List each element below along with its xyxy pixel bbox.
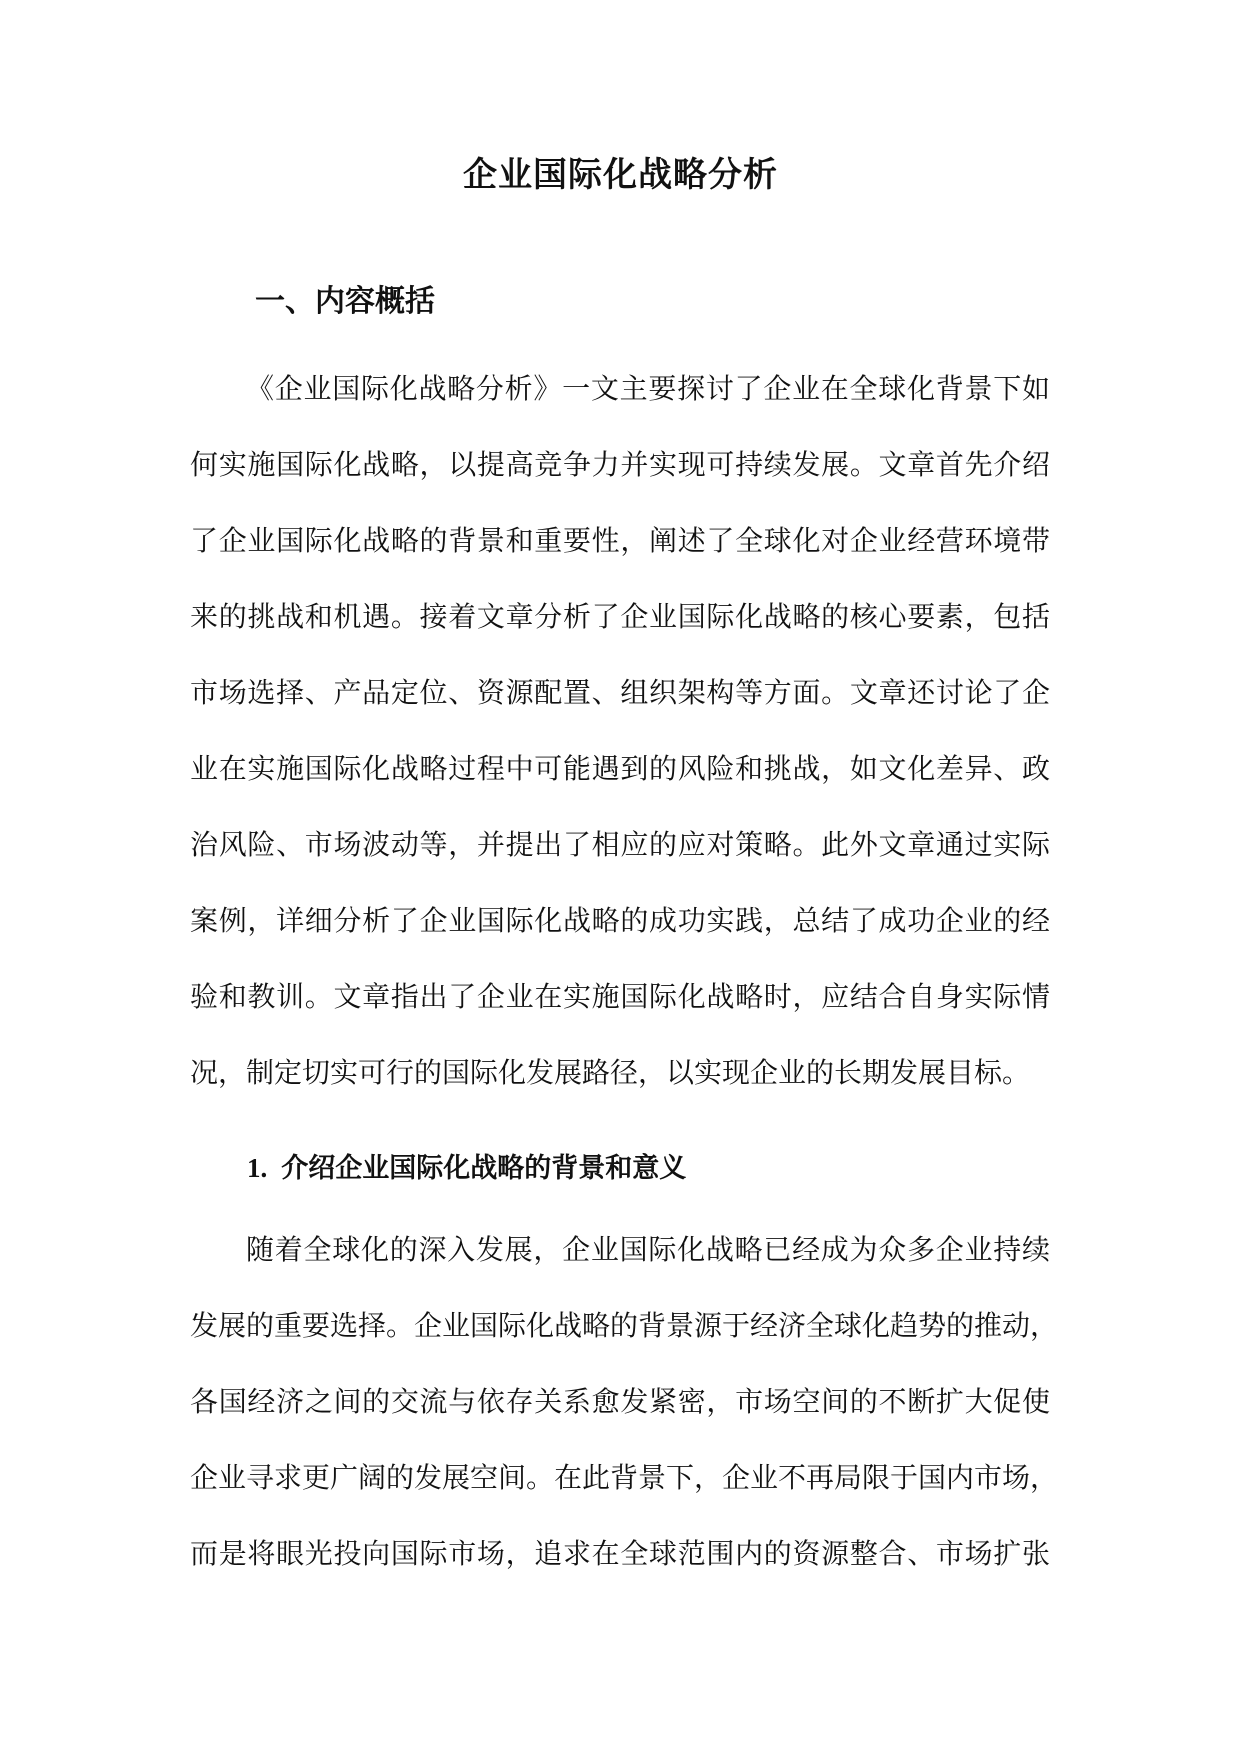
- paragraph-line: 何实施国际化战略，以提高竞争力并实现可持续发展。文章首先介绍: [190, 448, 1050, 481]
- background-paragraph: [190, 1212, 1059, 1592]
- paragraph-line: 《企业国际化战略分析》一文主要探讨了企业在全球化背景下如: [246, 372, 1050, 405]
- paragraph-line: 案例，详细分析了企业国际化战略的成功实践，总结了成功企业的经: [190, 904, 1050, 937]
- document-title: 企业国际化战略分析: [463, 155, 778, 195]
- paragraph-line: 随着全球化的深入发展，企业国际化战略已经成为众多企业持续: [246, 1233, 1050, 1266]
- summary-paragraph: [190, 351, 1050, 1111]
- section-heading-summary: 一、内容概括: [255, 284, 435, 319]
- paragraph-line: 况，制定切实可行的国际化发展路径，以实现企业的长期发展目标。: [190, 1056, 1031, 1089]
- subsection-number: 1.: [247, 1153, 268, 1183]
- paragraph-line: 各国经济之间的交流与依存关系愈发紧密，市场空间的不断扩大促使: [190, 1385, 1050, 1418]
- paragraph-line: 了企业国际化战略的背景和重要性，阐述了全球化对企业经营环境带: [190, 524, 1050, 557]
- paragraph-line: 业在实施国际化战略过程中可能遇到的风险和挑战，如文化差异、政: [190, 752, 1050, 785]
- subsection-title: 介绍企业国际化战略的背景和意义: [281, 1153, 687, 1184]
- paragraph-line: 市场选择、产品定位、资源配置、组织架构等方面。文章还讨论了企: [190, 676, 1050, 709]
- paragraph-line: 发展的重要选择。企业国际化战略的背景源于经济全球化趋势的推动，: [190, 1309, 1059, 1342]
- paragraph-line: 企业寻求更广阔的发展空间。在此背景下，企业不再局限于国内市场，: [190, 1461, 1059, 1494]
- paragraph-line: 而是将眼光投向国际市场，追求在全球范围内的资源整合、市场扩张: [190, 1537, 1050, 1570]
- paragraph-line: 验和教训。文章指出了企业在实施国际化战略时，应结合自身实际情: [190, 980, 1050, 1013]
- subsection-heading-background: [247, 1148, 686, 1189]
- paragraph-line: 治风险、市场波动等，并提出了相应的应对策略。此外文章通过实际: [190, 828, 1050, 861]
- paragraph-line: 来的挑战和机遇。接着文章分析了企业国际化战略的核心要素，包括: [190, 600, 1050, 633]
